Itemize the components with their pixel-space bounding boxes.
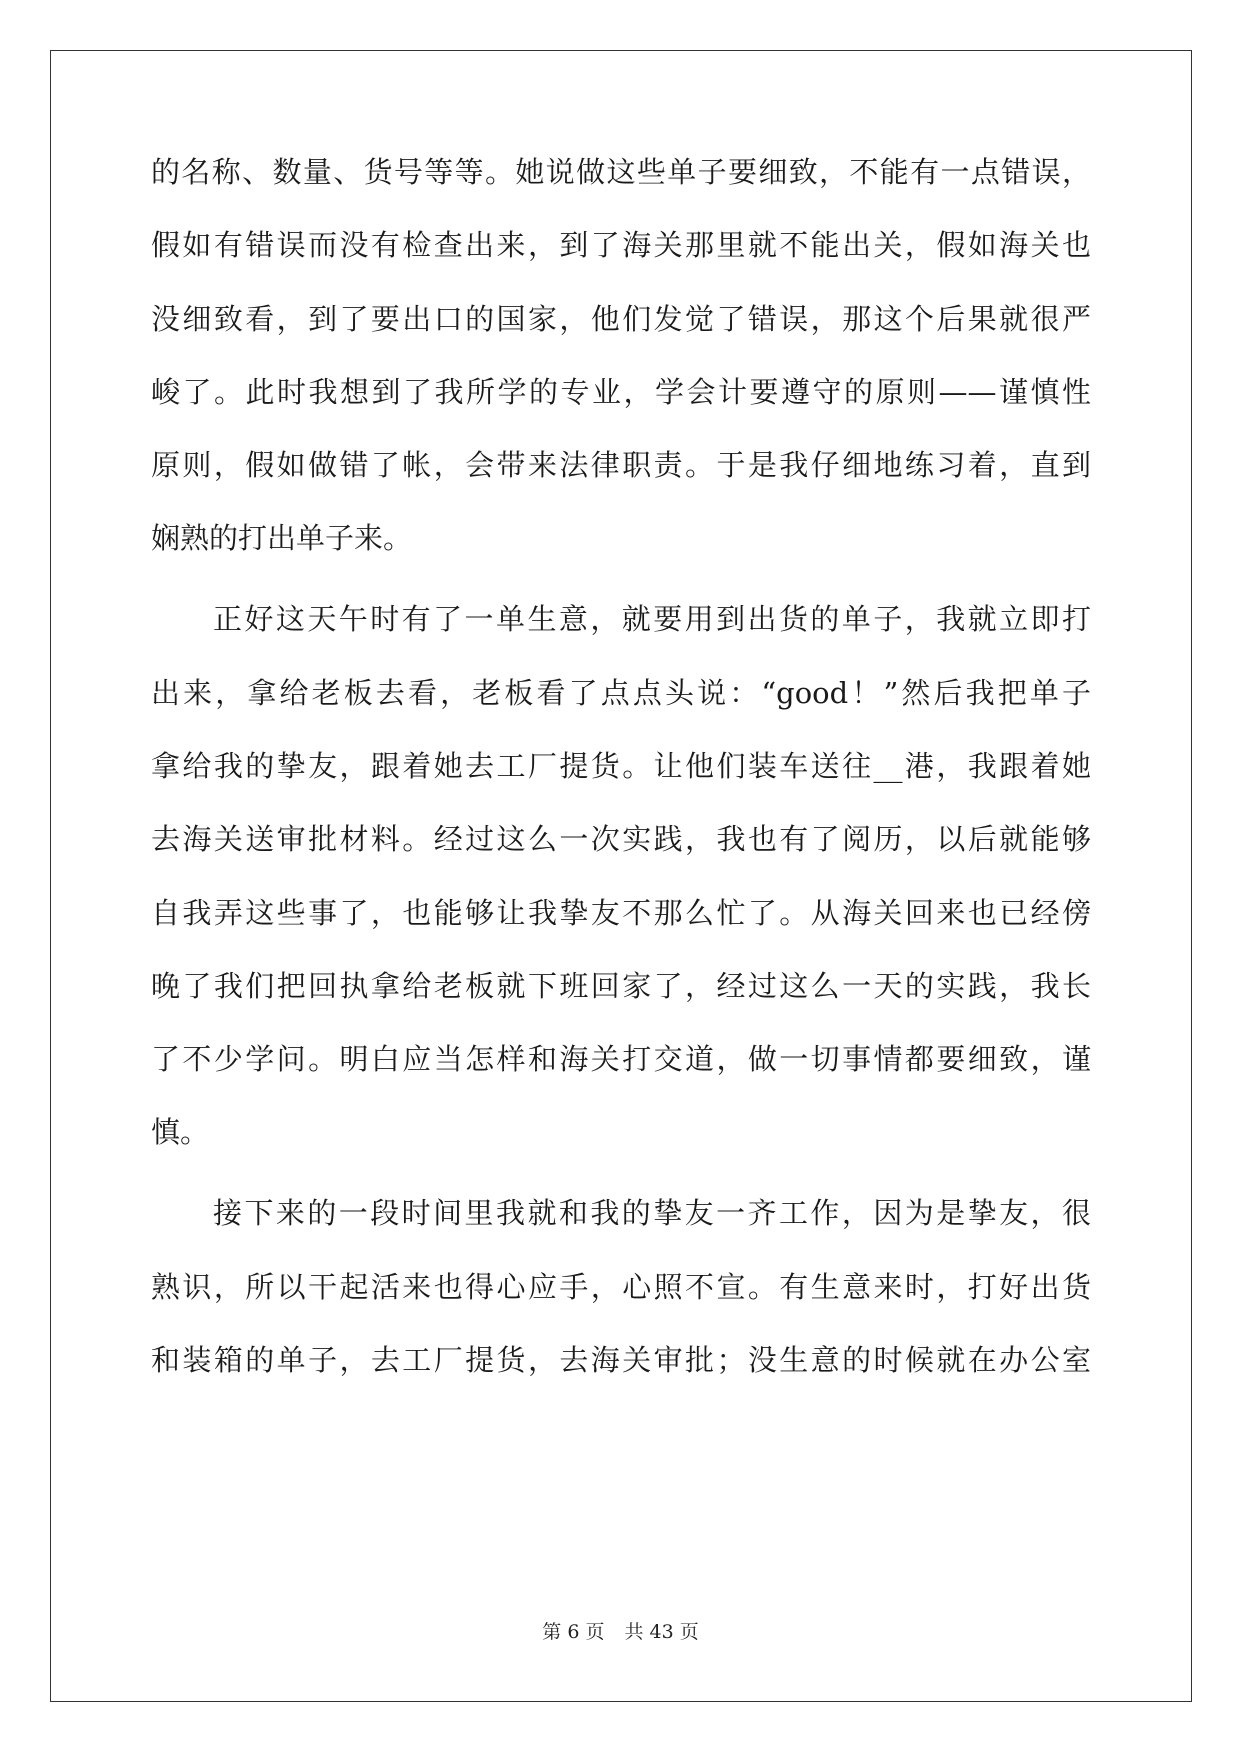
- text-line: 原则，假如做错了帐，会带来法律职责。于是我仔细地练习着，直到: [151, 448, 1091, 482]
- text-line: 慎。: [151, 1115, 210, 1149]
- page-number: 第 6 页: [542, 1621, 605, 1643]
- text-line: 没细致看，到了要出口的国家，他们发觉了错误，那这个后果就很严: [151, 302, 1091, 336]
- text-line: 去海关送审批材料。经过这么一次实践，我也有了阅历，以后就能够: [151, 822, 1091, 856]
- page-border: [50, 50, 1192, 1702]
- text-line: 和装箱的单子，去工厂提货，去海关审批；没生意的时候就在办公室: [151, 1343, 1091, 1377]
- text-line: 自我弄这些事了，也能够让我挚友不那么忙了。从海关回来也已经傍: [151, 896, 1091, 930]
- text-line: 了不少学问。明白应当怎样和海关打交道，做一切事情都要细致，谨: [151, 1042, 1091, 1076]
- text-line: 晚了我们把回执拿给老板就下班回家了，经过这么一天的实践，我长: [151, 969, 1091, 1003]
- text-line: 峻了。此时我想到了我所学的专业，学会计要遵守的原则——谨慎性: [151, 375, 1091, 409]
- paragraph-first-line: 接下来的一段时间里我就和我的挚友一齐工作，因为是挚友，很: [213, 1196, 1091, 1230]
- text-line: 的名称、数量、货号等等。她说做这些单子要细致，不能有一点错误，: [151, 155, 1091, 189]
- text-line: 熟识，所以干起活来也得心应手，心照不宣。有生意来时，打好出货: [151, 1270, 1091, 1304]
- page-footer: [0, 1620, 1241, 1644]
- text-line: 出来，拿给老板去看，老板看了点点头说：“good！”然后我把单子: [151, 676, 1091, 710]
- page-total: 共 43 页: [624, 1621, 699, 1643]
- paragraph-first-line: 正好这天午时有了一单生意，就要用到出货的单子，我就立即打: [213, 602, 1091, 636]
- text-line: 假如有错误而没有检查出来，到了海关那里就不能出关，假如海关也: [151, 228, 1091, 262]
- text-line: 拿给我的挚友，跟着她去工厂提货。让他们装车送往__港，我跟着她: [151, 749, 1091, 783]
- text-line: 娴熟的打出单子来。: [151, 521, 413, 555]
